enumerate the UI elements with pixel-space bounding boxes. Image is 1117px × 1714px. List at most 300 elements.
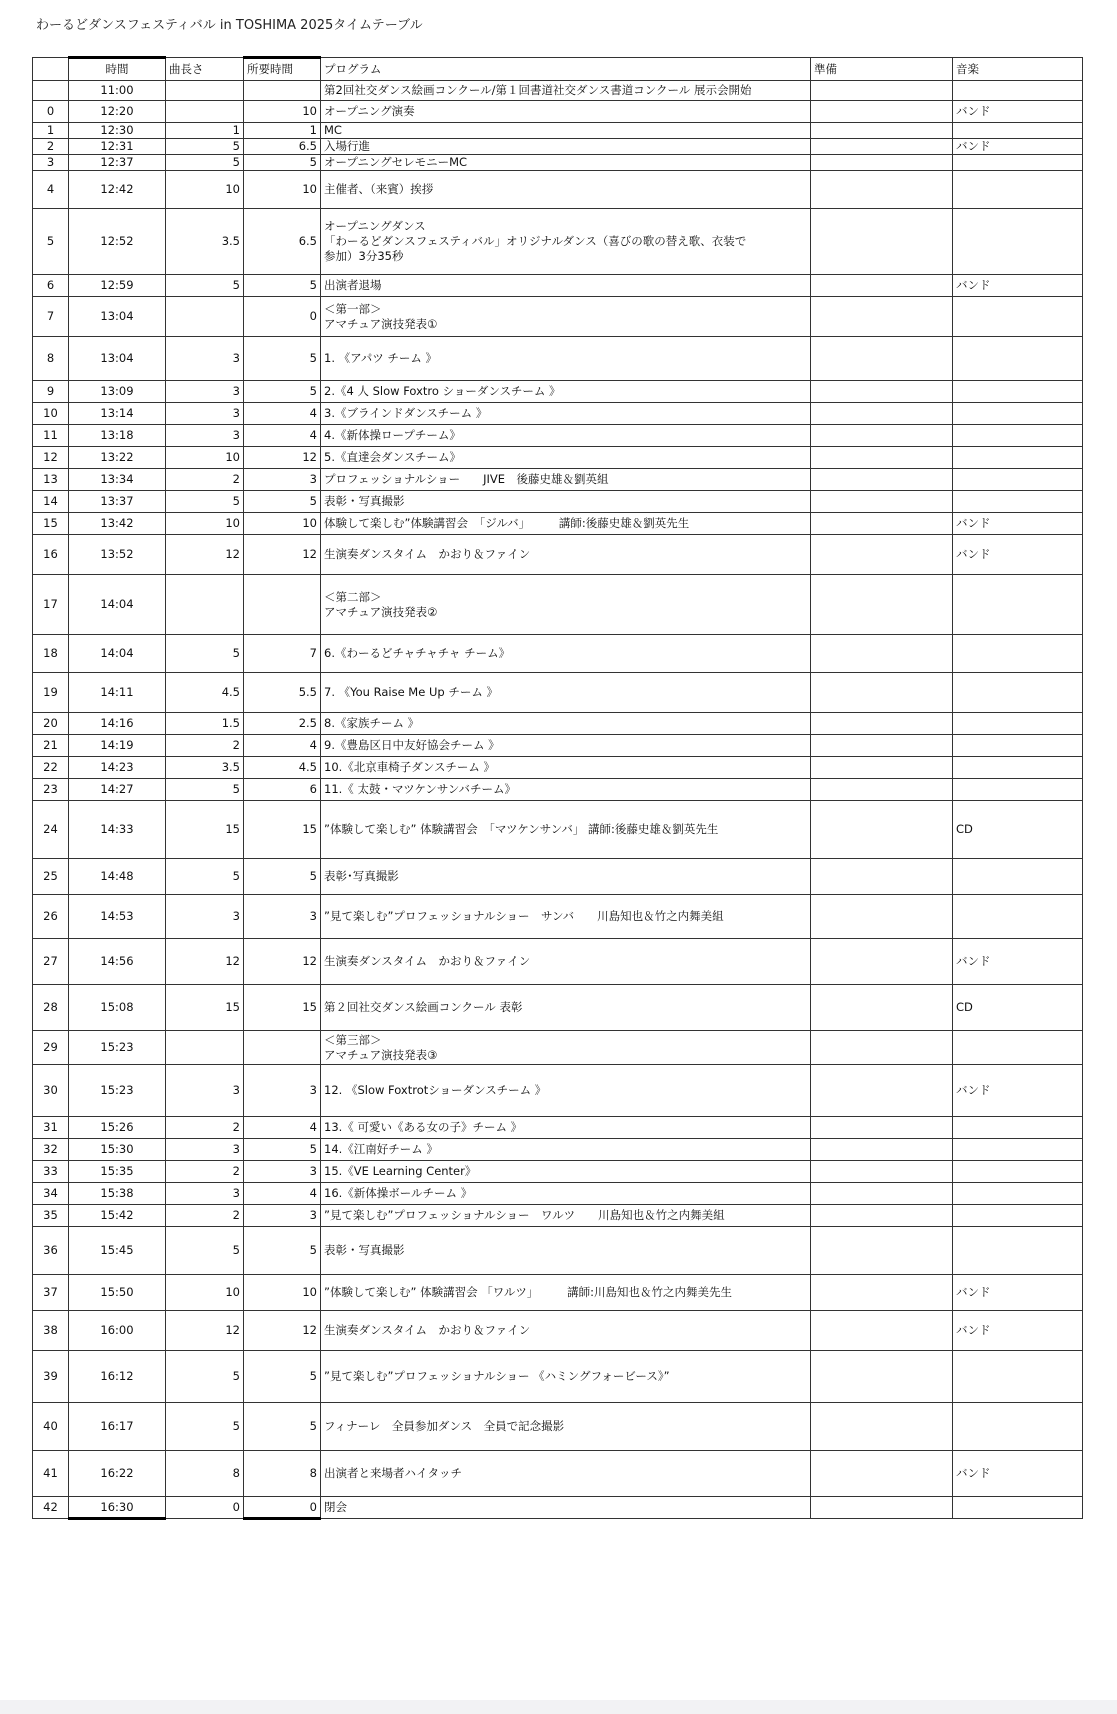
row-length: 5 xyxy=(166,155,244,171)
row-time: 14:04 xyxy=(69,635,166,673)
row-index: 11 xyxy=(33,425,69,447)
row-duration xyxy=(244,1031,321,1065)
table-row xyxy=(33,1117,1083,1139)
row-program xyxy=(321,447,811,469)
row-program xyxy=(321,1311,811,1351)
row-duration: 5 xyxy=(244,1227,321,1275)
row-duration: 4 xyxy=(244,735,321,757)
program-line: 出演者退場 xyxy=(324,278,382,292)
row-prep xyxy=(811,735,953,757)
row-index: 42 xyxy=(33,1497,69,1519)
row-program xyxy=(321,469,811,491)
row-index: 36 xyxy=(33,1227,69,1275)
row-program xyxy=(321,1139,811,1161)
program-line: 6.《わーるどチャチャチャ チーム》 xyxy=(324,646,511,660)
table-row xyxy=(33,1311,1083,1351)
row-index: 32 xyxy=(33,1139,69,1161)
program-line: 閉会 xyxy=(324,1500,347,1514)
row-duration: 6.5 xyxy=(244,209,321,275)
row-program xyxy=(321,939,811,985)
row-music xyxy=(953,155,1083,171)
row-prep xyxy=(811,1351,953,1403)
row-prep xyxy=(811,275,953,297)
row-time: 15:30 xyxy=(69,1139,166,1161)
row-program xyxy=(321,779,811,801)
row-length: 5 xyxy=(166,779,244,801)
row-music xyxy=(953,209,1083,275)
header-prep: 準備 xyxy=(811,58,953,81)
row-time: 14:19 xyxy=(69,735,166,757)
row-index: 23 xyxy=(33,779,69,801)
row-music xyxy=(953,425,1083,447)
row-music xyxy=(953,895,1083,939)
row-index: 28 xyxy=(33,985,69,1031)
row-duration: 4 xyxy=(244,1183,321,1205)
row-index: 10 xyxy=(33,403,69,425)
program-line: アマチュア演技発表② xyxy=(324,604,438,619)
row-time: 13:37 xyxy=(69,491,166,513)
row-duration: 2.5 xyxy=(244,713,321,735)
table-row xyxy=(33,1065,1083,1117)
row-time: 12:20 xyxy=(69,101,166,123)
program-line: 1. 《アパツ チーム 》 xyxy=(324,351,438,365)
row-time: 15:23 xyxy=(69,1031,166,1065)
row-length: 10 xyxy=(166,513,244,535)
row-music xyxy=(953,1227,1083,1275)
row-program xyxy=(321,403,811,425)
row-prep xyxy=(811,139,953,155)
row-index: 7 xyxy=(33,297,69,337)
row-program xyxy=(321,859,811,895)
row-length: 4.5 xyxy=(166,673,244,713)
row-music xyxy=(953,635,1083,673)
row-time: 13:04 xyxy=(69,337,166,381)
row-program xyxy=(321,1227,811,1275)
table-row xyxy=(33,425,1083,447)
table-row xyxy=(33,801,1083,859)
row-length: 3 xyxy=(166,425,244,447)
row-time: 16:30 xyxy=(69,1497,166,1519)
row-program xyxy=(321,123,811,139)
row-music xyxy=(953,713,1083,735)
row-duration: 3 xyxy=(244,1161,321,1183)
row-time: 12:30 xyxy=(69,123,166,139)
row-time: 13:34 xyxy=(69,469,166,491)
table-row xyxy=(33,123,1083,139)
row-duration: 4 xyxy=(244,1117,321,1139)
row-index: 37 xyxy=(33,1275,69,1311)
table-row xyxy=(33,1497,1083,1519)
program-line: ”見て楽しむ”プロフェッショナルショー 《ハミングフォービース》” xyxy=(324,1369,670,1383)
row-time: 14:53 xyxy=(69,895,166,939)
row-time: 16:12 xyxy=(69,1351,166,1403)
row-duration: 5 xyxy=(244,859,321,895)
row-duration: 6.5 xyxy=(244,139,321,155)
row-time: 13:22 xyxy=(69,447,166,469)
row-length: 10 xyxy=(166,447,244,469)
row-duration: 5 xyxy=(244,337,321,381)
table-row xyxy=(33,447,1083,469)
row-duration xyxy=(244,81,321,101)
program-line: 10.《北京車椅子ダンスチーム 》 xyxy=(324,760,495,774)
row-index: 13 xyxy=(33,469,69,491)
table-row xyxy=(33,209,1083,275)
row-music xyxy=(953,469,1083,491)
program-line: 参加）3分35秒 xyxy=(324,249,404,263)
row-music xyxy=(953,1139,1083,1161)
program-line: 14.《江南好チーム 》 xyxy=(324,1142,438,1156)
row-duration: 12 xyxy=(244,447,321,469)
row-prep xyxy=(811,1227,953,1275)
header-music: 音楽 xyxy=(953,58,1083,81)
row-index: 35 xyxy=(33,1205,69,1227)
row-music: バンド xyxy=(953,939,1083,985)
row-program xyxy=(321,1351,811,1403)
row-duration: 10 xyxy=(244,1275,321,1311)
row-index: 1 xyxy=(33,123,69,139)
table-row xyxy=(33,713,1083,735)
row-length: 0 xyxy=(166,1497,244,1519)
row-prep xyxy=(811,779,953,801)
row-prep xyxy=(811,1161,953,1183)
program-line: プロフェッショナルショー JIVE 後藤史雄＆劉英組 xyxy=(324,472,609,486)
row-music: バンド xyxy=(953,139,1083,155)
row-index: 21 xyxy=(33,735,69,757)
row-length: 10 xyxy=(166,1275,244,1311)
row-music: バンド xyxy=(953,513,1083,535)
table-row xyxy=(33,859,1083,895)
row-music xyxy=(953,403,1083,425)
timetable xyxy=(32,56,1083,1520)
program-line: オープニングダンス xyxy=(324,219,426,233)
table-row xyxy=(33,1139,1083,1161)
program-line: 5.《直達会ダンスチーム》 xyxy=(324,450,462,464)
program-line: ”体験して楽しむ” 体験講習会 「マツケンサンバ」 講師:後藤史雄＆劉英先生 xyxy=(324,822,719,836)
row-program xyxy=(321,491,811,513)
table-row xyxy=(33,1275,1083,1311)
row-time: 14:11 xyxy=(69,673,166,713)
row-length: 3.5 xyxy=(166,757,244,779)
row-prep xyxy=(811,895,953,939)
program-line: ＜第二部＞ xyxy=(324,589,382,604)
row-duration: 5.5 xyxy=(244,673,321,713)
table-row xyxy=(33,535,1083,575)
row-program xyxy=(321,735,811,757)
row-prep xyxy=(811,381,953,403)
row-time: 16:22 xyxy=(69,1451,166,1497)
program-line: ”体験して楽しむ” 体験講習会 「ワルツ」 講師:川島知也＆竹之内舞美先生 xyxy=(324,1285,733,1299)
row-music xyxy=(953,337,1083,381)
row-duration: 15 xyxy=(244,801,321,859)
row-time: 15:45 xyxy=(69,1227,166,1275)
row-duration: 5 xyxy=(244,1139,321,1161)
row-index: 5 xyxy=(33,209,69,275)
table-row xyxy=(33,1205,1083,1227)
row-music xyxy=(953,779,1083,801)
row-time: 15:42 xyxy=(69,1205,166,1227)
row-program xyxy=(321,985,811,1031)
row-duration: 5 xyxy=(244,381,321,403)
row-length: 5 xyxy=(166,1227,244,1275)
row-length: 12 xyxy=(166,939,244,985)
row-length: 12 xyxy=(166,1311,244,1351)
row-length: 5 xyxy=(166,1403,244,1451)
row-prep xyxy=(811,535,953,575)
header-duration: 所要時間 xyxy=(244,58,321,81)
row-music xyxy=(953,735,1083,757)
row-music xyxy=(953,859,1083,895)
row-index: 19 xyxy=(33,673,69,713)
row-time: 12:59 xyxy=(69,275,166,297)
row-index: 25 xyxy=(33,859,69,895)
table-row xyxy=(33,1031,1083,1065)
row-length: 15 xyxy=(166,985,244,1031)
row-music xyxy=(953,123,1083,139)
row-length: 3 xyxy=(166,1065,244,1117)
row-duration: 10 xyxy=(244,171,321,209)
row-prep xyxy=(811,939,953,985)
row-time: 13:04 xyxy=(69,297,166,337)
program-line: 主催者、（来賓）挨拶 xyxy=(324,182,434,196)
row-index: 33 xyxy=(33,1161,69,1183)
row-program xyxy=(321,155,811,171)
program-line: 3.《ブラインドダンスチーム 》 xyxy=(324,406,488,420)
row-music: バンド xyxy=(953,1451,1083,1497)
row-length: 8 xyxy=(166,1451,244,1497)
row-index: 12 xyxy=(33,447,69,469)
row-length: 12 xyxy=(166,535,244,575)
table-row xyxy=(33,1451,1083,1497)
header-program: プログラム xyxy=(321,58,811,81)
row-prep xyxy=(811,513,953,535)
program-line: 生演奏ダンスタイム かおり＆ファイン xyxy=(324,954,531,968)
row-music: バンド xyxy=(953,1275,1083,1311)
row-time: 15:23 xyxy=(69,1065,166,1117)
row-prep xyxy=(811,985,953,1031)
program-line: 4.《新体操ロープチーム》 xyxy=(324,428,461,442)
row-program xyxy=(321,535,811,575)
row-program xyxy=(321,425,811,447)
row-index: 30 xyxy=(33,1065,69,1117)
row-music xyxy=(953,171,1083,209)
row-time: 12:31 xyxy=(69,139,166,155)
row-length: 3.5 xyxy=(166,209,244,275)
row-duration: 10 xyxy=(244,101,321,123)
table-row xyxy=(33,985,1083,1031)
program-line: アマチュア演技発表③ xyxy=(324,1047,438,1062)
row-length: 2 xyxy=(166,1117,244,1139)
table-row xyxy=(33,297,1083,337)
row-length: 3 xyxy=(166,337,244,381)
row-duration: 3 xyxy=(244,469,321,491)
row-duration: 1 xyxy=(244,123,321,139)
row-length xyxy=(166,101,244,123)
row-music xyxy=(953,491,1083,513)
row-prep xyxy=(811,469,953,491)
table-row xyxy=(33,735,1083,757)
row-time: 15:26 xyxy=(69,1117,166,1139)
program-line: 体験して楽しむ”体験講習会 「ジルバ」 講師:後藤史雄＆劉英先生 xyxy=(324,516,690,530)
row-time: 15:35 xyxy=(69,1161,166,1183)
row-length: 1 xyxy=(166,123,244,139)
table-row xyxy=(33,575,1083,635)
row-time: 15:50 xyxy=(69,1275,166,1311)
row-index: 34 xyxy=(33,1183,69,1205)
row-length: 10 xyxy=(166,171,244,209)
row-prep xyxy=(811,713,953,735)
row-duration: 5 xyxy=(244,275,321,297)
row-duration: 4.5 xyxy=(244,757,321,779)
row-index: 29 xyxy=(33,1031,69,1065)
program-line: 生演奏ダンスタイム かおり＆ファイン xyxy=(324,1323,531,1337)
page-title: わーるどダンスフェスティバル in TOSHIMA 2025タイムテーブル xyxy=(36,18,423,33)
row-duration: 12 xyxy=(244,939,321,985)
row-duration: 3 xyxy=(244,1065,321,1117)
header-length: 曲長さ xyxy=(166,58,244,81)
row-prep xyxy=(811,447,953,469)
program-line: 表彰･写真撮影 xyxy=(324,869,399,883)
row-prep xyxy=(811,1311,953,1351)
table-row xyxy=(33,1227,1083,1275)
row-music xyxy=(953,673,1083,713)
row-time: 12:37 xyxy=(69,155,166,171)
row-index: 31 xyxy=(33,1117,69,1139)
table-row xyxy=(33,895,1083,939)
table-row xyxy=(33,635,1083,673)
table-row xyxy=(33,939,1083,985)
row-prep xyxy=(811,101,953,123)
row-program xyxy=(321,1161,811,1183)
row-length: 3 xyxy=(166,381,244,403)
row-prep xyxy=(811,1403,953,1451)
table-row xyxy=(33,491,1083,513)
row-duration: 5 xyxy=(244,1351,321,1403)
row-duration xyxy=(244,575,321,635)
row-music xyxy=(953,1183,1083,1205)
program-line: 入場行進 xyxy=(324,139,370,153)
row-music xyxy=(953,297,1083,337)
row-program xyxy=(321,171,811,209)
row-prep xyxy=(811,673,953,713)
row-time: 12:42 xyxy=(69,171,166,209)
row-prep xyxy=(811,297,953,337)
row-prep xyxy=(811,403,953,425)
row-length: 2 xyxy=(166,1205,244,1227)
timetable-body xyxy=(33,58,1083,1519)
row-duration: 10 xyxy=(244,513,321,535)
row-index xyxy=(33,81,69,101)
row-prep xyxy=(811,1205,953,1227)
row-program xyxy=(321,575,811,635)
row-prep xyxy=(811,123,953,139)
row-time: 14:48 xyxy=(69,859,166,895)
program-line: 7. 《You Raise Me Up チーム 》 xyxy=(324,685,498,699)
row-prep xyxy=(811,1117,953,1139)
row-index: 0 xyxy=(33,101,69,123)
row-length: 2 xyxy=(166,469,244,491)
row-prep xyxy=(811,425,953,447)
program-line: オープニング演奏 xyxy=(324,104,415,118)
row-program xyxy=(321,1497,811,1519)
row-time: 14:33 xyxy=(69,801,166,859)
table-row xyxy=(33,403,1083,425)
row-duration: 6 xyxy=(244,779,321,801)
row-length: 2 xyxy=(166,735,244,757)
program-line: 12. 《Slow Foxtrotショーダンスチーム 》 xyxy=(324,1083,547,1097)
row-index: 17 xyxy=(33,575,69,635)
row-music xyxy=(953,1403,1083,1451)
row-program xyxy=(321,713,811,735)
row-prep xyxy=(811,171,953,209)
row-music xyxy=(953,757,1083,779)
row-length: 3 xyxy=(166,1183,244,1205)
row-prep xyxy=(811,1183,953,1205)
program-line: アマチュア演技発表① xyxy=(324,316,438,331)
row-duration: 4 xyxy=(244,403,321,425)
row-duration: 5 xyxy=(244,491,321,513)
row-length: 5 xyxy=(166,275,244,297)
row-index: 4 xyxy=(33,171,69,209)
row-length: 15 xyxy=(166,801,244,859)
program-line: 9.《豊島区日中友好協会チーム 》 xyxy=(324,738,500,752)
row-prep xyxy=(811,1139,953,1161)
row-program xyxy=(321,337,811,381)
row-program xyxy=(321,381,811,403)
row-music xyxy=(953,1117,1083,1139)
row-prep xyxy=(811,1497,953,1519)
program-line: MC xyxy=(324,123,342,137)
program-line: 生演奏ダンスタイム かおり＆ファイン xyxy=(324,547,531,561)
row-program xyxy=(321,513,811,535)
row-program xyxy=(321,297,811,337)
row-duration: 3 xyxy=(244,1205,321,1227)
row-index: 2 xyxy=(33,139,69,155)
row-index: 41 xyxy=(33,1451,69,1497)
row-program xyxy=(321,757,811,779)
program-line: フィナーレ 全員参加ダンス 全員で記念撮影 xyxy=(324,1419,565,1433)
row-length xyxy=(166,297,244,337)
row-program xyxy=(321,1117,811,1139)
program-line: 第2回社交ダンス絵画コンクール/第１回書道社交ダンス書道コンクール 展示会開始 xyxy=(324,83,752,97)
row-index: 24 xyxy=(33,801,69,859)
program-line: 16.《新体操ボールチーム 》 xyxy=(324,1186,473,1200)
row-index: 8 xyxy=(33,337,69,381)
program-line: 11.《 太鼓・マツケンサンバチーム》 xyxy=(324,782,517,796)
table-row xyxy=(33,101,1083,123)
row-music xyxy=(953,447,1083,469)
program-line: 表彰・写真撮影 xyxy=(324,494,405,508)
row-music: バンド xyxy=(953,1065,1083,1117)
row-prep xyxy=(811,337,953,381)
row-duration: 0 xyxy=(244,1497,321,1519)
program-line: 13.《 可愛い《ある女の子》チーム 》 xyxy=(324,1120,523,1134)
row-music xyxy=(953,1351,1083,1403)
table-row xyxy=(33,155,1083,171)
row-duration: 0 xyxy=(244,297,321,337)
row-duration: 15 xyxy=(244,985,321,1031)
row-length xyxy=(166,1031,244,1065)
header-row xyxy=(33,58,1083,81)
row-prep xyxy=(811,1451,953,1497)
row-length: 2 xyxy=(166,1161,244,1183)
row-prep xyxy=(811,801,953,859)
row-time: 14:27 xyxy=(69,779,166,801)
row-program xyxy=(321,275,811,297)
row-time: 13:14 xyxy=(69,403,166,425)
row-program xyxy=(321,1275,811,1311)
row-duration: 12 xyxy=(244,1311,321,1351)
program-line: ＜第三部＞ xyxy=(324,1032,382,1047)
